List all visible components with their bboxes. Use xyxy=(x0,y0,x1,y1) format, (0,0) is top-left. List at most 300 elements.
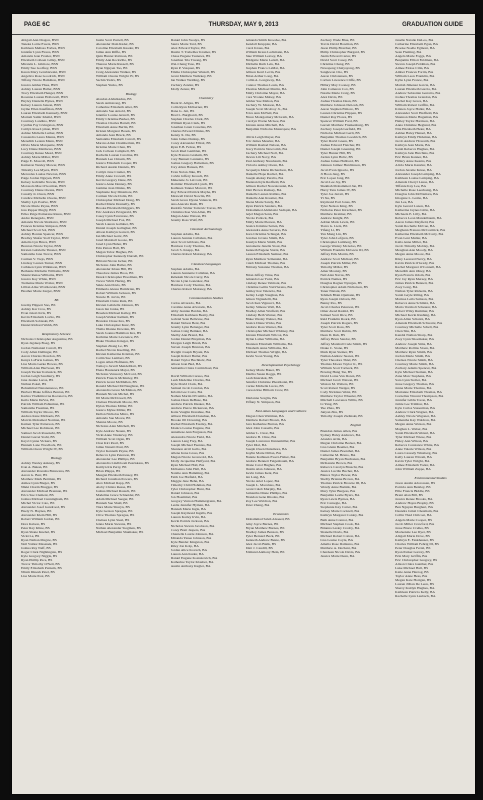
graduate-name: Anne Valerie Wilson, BA xyxy=(395,446,432,451)
graduate-name: Kyle Gerson Sprague, BS xyxy=(95,509,133,514)
graduate-name: Grant Matthew Wehrkey, BS xyxy=(170,74,212,79)
graduate-name: Ashley Lauren Haller, BSN xyxy=(21,86,61,91)
graduate-name: Patrick Francis McKinley, BS xyxy=(95,375,139,380)
graduate-name: Allison Kerri Levin, BA xyxy=(245,70,281,75)
graduate-name: Erin Mary Griffin, BA xyxy=(395,553,428,558)
graduate-name: Deandre Jamal Cheatham, BA xyxy=(395,509,439,514)
graduate-name: Amanda Sue Moore, BS xyxy=(95,416,131,421)
graduate-name: Mariah Jimenez Garcia, BA xyxy=(395,82,435,87)
graduate-name: Beth Anne Connor, BA xyxy=(320,517,354,522)
graduate-name: Catlin Sue Lambert, BS xyxy=(95,355,130,360)
graduate-name: Meaghan Ann Moody, BA xyxy=(395,248,433,253)
graduate-name: Christopher Lumberg, BS xyxy=(320,240,358,245)
name-column xyxy=(395,38,466,790)
graduate-name: Kristen Joyce Haller, BA xyxy=(395,106,431,111)
graduate-name: Aimee Lynn Bieger, BS xyxy=(21,481,55,486)
graduate-name: Rachelle Lynn Laubach, BA xyxy=(395,594,436,599)
graduate-name: Tomoyo Jarvell Mendelblatt, BS xyxy=(95,363,143,368)
graduate-name: Jordan Jerome Kruse, BA xyxy=(395,167,432,172)
graduate-name: Taylor Kenneth Payne, BS xyxy=(95,448,134,453)
graduate-name: Samantha Kay Waldron, BA xyxy=(395,418,436,423)
graduate-name: Michelle Ruth Leis, BA xyxy=(245,62,280,67)
graduate-name: Lauren Elizabeth Kennedy, BSN xyxy=(21,110,68,115)
issue-date: THURSDAY, MAY 9, 2013 xyxy=(208,22,279,28)
graduate-name: Mohammed Abdulaziz Sadiqah, BA xyxy=(245,207,297,212)
graduate-name: George Wesley McAdoo, BS xyxy=(320,244,362,249)
graduate-name: Elizabeth Kathleen Beatty, BA xyxy=(170,313,215,318)
graduate-name: Lauren Lang Frey, BA xyxy=(170,438,203,443)
graduate-name: Ryan Jagdeep Boag, BS xyxy=(21,341,56,346)
spacer xyxy=(171,291,242,295)
graduate-name: Bethanie Michelle Williams, BSN xyxy=(21,268,70,273)
graduate-name: Ryan Nguyen Tao, BS xyxy=(95,66,128,71)
graduate-name: Michael Benjamin Shumaker, BS xyxy=(95,529,144,534)
graduate-name: Amber L. Clear, BA xyxy=(245,430,275,435)
graduate-name: Angela Marie Cooper, BS xyxy=(395,517,433,522)
graduate-name: Molly Jacqueline Halfyard, BA xyxy=(170,458,216,463)
graduate-name: Kylie Lynn France, BA xyxy=(395,78,429,83)
graduate-name: Thomas Moore Taylor Jr., BS xyxy=(320,361,363,366)
graduate-name: Nicholas Michael Gerli, BS xyxy=(320,131,360,136)
graduate-name: Ryan Joseph Osborn, BS xyxy=(320,297,356,301)
graduate-name: Morgan Leigh Brush, BA xyxy=(170,341,208,346)
graduate-name: Matthew Taylor Wheeler, BS xyxy=(320,394,362,399)
graduate-name: Matthew Johnson DeLosh, BS xyxy=(320,102,364,107)
spacer xyxy=(21,327,92,331)
graduate-name: Grant Caleb Murphy, BA xyxy=(245,487,282,492)
graduate-name: Amanda Lee Twist, BA xyxy=(245,276,280,281)
graduate-name: Haley Ann Wilson, BA xyxy=(395,438,429,443)
graduate-name: Daniel Nelson Bent, BA xyxy=(170,321,206,326)
spacer xyxy=(21,451,92,455)
graduate-name: Michael Robert Cotton, BA xyxy=(320,533,360,538)
graduate-name: Chelsea Elizabeth Moore, BS xyxy=(95,400,138,405)
graduate-name: Samantha Diane Phillips, BA xyxy=(245,491,288,496)
graduate-name: Kelsey Marie Cockrell, BA xyxy=(320,509,360,514)
graduate-name: Jacob Ried Gamblen, BS xyxy=(170,149,207,154)
graduate-name: Bradley Shafer Stoll Taylor, BSN xyxy=(21,236,69,241)
graduate-name: Ashley Kar Valencia, BA xyxy=(245,288,282,293)
graduate-name: William Scott Torbeck, BS xyxy=(320,365,359,370)
graduate-name: Stephanie Kay Dinsmore, BS xyxy=(95,189,138,194)
graduate-name: Bowing Hung Tse, BS xyxy=(320,369,353,374)
graduate-name: Michael Thomas Wright, BA xyxy=(245,349,287,354)
graduate-name: Sachin Yadav, BS xyxy=(95,78,122,83)
graduate-name: Andrew Joseph Sims, BA xyxy=(395,341,432,346)
graduate-name: Emmeria Alessa Hambrian, BS xyxy=(95,286,141,291)
graduate-name: Abby Jeannie Bardus, BA xyxy=(170,309,208,314)
graduate-name: Megan Tabor Hughes, BS xyxy=(95,250,133,255)
graduate-name: Tiffanie Kay Lee, BA xyxy=(395,183,427,188)
graduate-name: Ryan E.B. Felton, BS xyxy=(170,145,202,150)
graduate-name: Ashlee Michelle Luther, BSN xyxy=(21,131,64,136)
graduate-name: Carol Kraus, BA xyxy=(245,46,270,51)
graduate-name: Chase Eugene Tsunawa, BS xyxy=(170,54,211,59)
graduate-name: Jacob Miller Crawford, BA xyxy=(395,521,435,526)
graduate-name: Joseph Patrick Rogers, BS xyxy=(320,321,358,326)
graduate-name: Ryan Matthew Szmanski, BA xyxy=(245,256,288,261)
graduate-name: Benjamin Nicholas Muterspaw, BA xyxy=(245,127,297,132)
graduate-name: Weston M. Walters, BS xyxy=(320,381,354,386)
section-title: GRADUATION GUIDE xyxy=(402,22,463,28)
graduate-name: McKenzie Brown, BA xyxy=(320,460,353,465)
graduate-name: Kirsten Gabrielle Tinsner, BSN xyxy=(21,248,66,253)
graduate-name: William Scott Ogan, BS xyxy=(95,436,131,441)
graduate-name: Alexander Lee Phillips, BS xyxy=(95,456,135,461)
graduate-name: Eric Andrews Ertzgerald, BS xyxy=(95,209,137,214)
graduate-name: Kayci Lynne Vickers, BS xyxy=(21,438,57,443)
graduate-name: Peter Zhang, BA xyxy=(245,503,270,508)
graduate-name: Robert William Jordan, BS xyxy=(21,517,60,522)
graduate-name: Matthew Mark Bettman, BS xyxy=(21,477,62,482)
graduate-name: Andrew Clark Wagner, BA xyxy=(395,410,434,415)
graduate-name: Janelle Natalie DeLeo, BA xyxy=(395,38,434,42)
graduate-name: Tory Allen Hansen, BS xyxy=(170,165,204,170)
graduate-name: Daniel Taylor Buchholz, BA xyxy=(170,357,212,362)
graduate-name: Morasola Mae O'Gorman, BSN xyxy=(21,183,66,188)
graduate-name: Elizabeth Anne Berlin, BS xyxy=(95,124,134,129)
graduate-name: Tyler Hunter Hill, BS xyxy=(320,151,352,156)
graduate-name: Kenny X. Du, BS xyxy=(170,133,196,138)
graduate-name: Megan Chen Wattman, BA xyxy=(245,414,284,419)
graduate-name: Cassandra Laura Manns, BSN xyxy=(21,135,64,140)
graduate-name: Ashley Wesley Ankney, BS xyxy=(21,460,61,465)
graduate-name: Tyler Dial, BA xyxy=(245,442,267,447)
graduate-name: Joseph Tucker Kobasick, BS xyxy=(21,369,62,374)
graduate-name: Yan Mang Lin, BS xyxy=(320,232,347,237)
graduate-name: Dane G. Jett, BS xyxy=(170,108,195,113)
graduate-name: Nita Elizabeth Heier, BA xyxy=(395,127,431,132)
name-column xyxy=(246,38,317,790)
graduate-name: Maxwell David Nowlin, BS xyxy=(170,193,211,198)
graduate-name: Nicholas John Haller, BS xyxy=(95,262,132,267)
graduate-name: Hannah Lee Chisam, BS xyxy=(95,157,131,162)
graduate-name: Sarah Rebecca Hughes, BA xyxy=(395,147,435,152)
graduate-name: Timothy Miller, BS xyxy=(320,264,349,269)
graduate-name: Bohammad Nanananesoo, BS xyxy=(21,385,64,390)
graduate-name: Kyle Gerard Lonon, BA xyxy=(395,203,430,208)
graduate-name: Aaron James Mayfield, BA xyxy=(395,220,435,225)
graduate-name: William Owens Wright IV, BS xyxy=(95,74,140,79)
graduate-name: Daniel Ray Flores, BS xyxy=(320,114,353,119)
graduate-name: James Patrick Bennett, BA xyxy=(395,280,434,285)
graduate-name: Ronald Michael McNaughton, BS xyxy=(95,383,145,388)
graduate-name: Kristin Lee Costa, BA xyxy=(170,389,203,394)
graduate-name: Dustin T. Trebelhor Kramer, BS xyxy=(170,50,217,55)
graduate-name: Nikki Charm Brugger, BS xyxy=(21,485,59,490)
graduate-name: Aimee Elizabeth Yoder, BA xyxy=(395,462,435,467)
graduate-name: Monica Louise Eugene, BA xyxy=(170,426,211,431)
graduate-name: Jacob Ken Vignucci, BA xyxy=(245,301,281,306)
graduate-name: Blake Thomas Krieger, BS xyxy=(95,339,135,344)
graduate-name: Emily Christine Mayer, BA xyxy=(245,90,285,95)
graduate-name: Jessica Kay White, BSN xyxy=(21,276,56,281)
section-heading: Classical Archaeology xyxy=(190,227,223,232)
graduate-name: Megan Kate Horigan, BS xyxy=(395,578,432,583)
graduate-name: Timothy Child Hohman, BA xyxy=(170,483,212,488)
graduate-name: Makenzie Jo LaCroix, BS xyxy=(170,177,208,182)
graduate-name: Neil Alan Navas, BS xyxy=(320,272,350,277)
graduate-name: Tiffany N. Simpson, BA xyxy=(245,400,281,405)
graduate-name: Stephen Zhang Le, BS xyxy=(95,343,128,348)
graduate-name: Jennifer Lynn Flores, BSN xyxy=(21,50,60,55)
graduate-name: Joseph Walker Kellum, BS xyxy=(95,315,135,320)
graduate-name: Jess Pepper Pingly, BSN xyxy=(21,207,57,212)
graduate-name: Joseph Michael Fuentes, BA xyxy=(170,442,212,447)
graduate-name: Clive Thomas Sprague, BS xyxy=(95,513,135,518)
graduate-name: Michel Victor Cato, BS xyxy=(21,501,55,506)
graduate-name: Ryan Michael Hall, BA xyxy=(170,462,205,467)
graduate-name: Michael Scott Sol, BSN xyxy=(21,228,56,233)
graduate-name: Marvin Mohamed Norman, BS xyxy=(21,418,66,423)
graduate-name: Nicole Pollock, BA xyxy=(245,216,274,221)
graduate-name: Kyle Andrew Neuen, BS xyxy=(95,428,132,433)
graduate-name: Lindsay Beth Warner, BA xyxy=(245,313,283,318)
graduate-name: Emily Marie Pierson, BA xyxy=(245,220,282,225)
graduate-name: Jasmine Jean Dinius, BS xyxy=(95,185,131,190)
graduate-name: Yifeng Li, BS xyxy=(320,228,341,233)
graduate-name: Kathryn Emily Hickman, BA xyxy=(395,135,437,140)
graduate-name: Courtney Michelle Schell, BA xyxy=(395,325,439,330)
spacer xyxy=(395,471,466,475)
graduate-name: Jenna Marie Thomas, BA xyxy=(395,386,432,391)
graduate-name: Zachary Adams Spencer, BA xyxy=(395,365,437,370)
graduate-name: Erica Sue Clement, BS xyxy=(21,493,54,498)
graduate-name: Michael Kevin Rushing, BA xyxy=(395,313,436,318)
graduate-name: Rachel Nicole Kuelling, BS xyxy=(95,347,136,352)
graduate-name: William Robert Griffin, BA xyxy=(395,102,435,107)
graduate-name: Junyan Zhu, BS xyxy=(320,410,344,415)
graduate-name: Daniel Richard Wehh, BS xyxy=(21,323,58,328)
graduate-name: Harry Tutu James IV, BS xyxy=(320,187,356,192)
graduate-name: Tracy Elizabeth Hengel, BSN xyxy=(21,90,64,95)
graduate-name: Dora Kalson, BS xyxy=(21,521,46,526)
graduate-name: Joseph Owen Dunsmore, BA xyxy=(245,446,287,451)
graduate-name: Zoey Lynn Shoemaker, BA xyxy=(395,337,435,342)
graduate-name: Brendan James Allen, BA xyxy=(320,428,358,433)
graduate-name: Arjel Megan Senn, BA xyxy=(245,212,279,217)
graduate-name: Lisa Maria Gerke Howes, BS xyxy=(21,361,63,366)
graduate-name: Catherine Elizabeth Egan, BA xyxy=(395,42,439,47)
graduate-name: Jessica Lucille Bucher, BA xyxy=(320,468,359,473)
graduate-name: Stephen Adams, BA xyxy=(170,232,200,237)
graduate-name: Rebecca Leon Mandelbaum, BA xyxy=(395,216,442,221)
graduate-name: Ian Walker Welding, BS xyxy=(170,78,206,83)
graduate-name: Cary Bennett Lannutta, BS xyxy=(170,157,210,162)
graduate-name: Kevin Patrick O'Grady, BA xyxy=(395,260,435,265)
graduate-name: Kenneth Eugene Sturtz, BA xyxy=(245,248,286,253)
section-heading: Economics xyxy=(273,512,289,517)
graduate-name: Maggie Jane Hehn, BA xyxy=(170,479,204,484)
graduate-name: Shelby Brianne Brown, BA xyxy=(320,477,360,482)
graduate-name: Megan Christine Becker, BA xyxy=(320,440,362,445)
spacer xyxy=(320,418,391,422)
graduate-name: Eric Lopez Jang, BS xyxy=(320,175,350,180)
spacer xyxy=(21,293,92,297)
graduate-name: Philip Christopher Burgard, BS xyxy=(320,50,365,55)
graduate-name: Garrett Matthew Frankenburg, BS xyxy=(320,122,369,127)
graduate-name: Li Yang, BS xyxy=(320,402,338,407)
graduate-name: Tiarra G. Lietz, BS xyxy=(320,224,348,229)
graduate-name: Miranda L. Gilmore, BSN xyxy=(21,62,59,67)
graduate-name: Zachary Michael Noll, BA xyxy=(245,151,284,156)
graduate-name: Michael Stephen Cook, BA xyxy=(320,521,360,526)
graduate-name: Megan Anne Watson, BS xyxy=(170,214,207,219)
graduate-name: Benny Pao, BS xyxy=(320,301,342,306)
graduate-name: Kaylin Marie Dillon, BA xyxy=(245,450,282,455)
graduate-name: Alexander Ravesha Balawana, BS xyxy=(21,468,70,473)
graduate-name: Sara Lynn Stoller, BA xyxy=(395,377,427,382)
graduate-name: Keila Marie DeVos, BS xyxy=(21,398,55,403)
graduate-name: Brittani Nicole Ischer, BS xyxy=(95,258,133,263)
graduate-name: Caitlyn Rose Lyman, BSN xyxy=(21,127,59,132)
graduate-name: Emily Anne Crowell, BS xyxy=(95,173,132,178)
newspaper-page xyxy=(12,14,475,794)
graduate-name: Michelle Rose Leerhonig, BA xyxy=(395,187,438,192)
graduate-name: Jacob S. Knapp, BA xyxy=(170,248,200,253)
graduate-name: Leah Madeline Charles, BA xyxy=(170,377,211,382)
graduate-name: Chardeen Nicole Davis, BA xyxy=(320,549,361,554)
graduate-name: Andrew Knight, BS xyxy=(320,216,349,221)
graduate-name: Elizabeth Claire Ruiz, BS xyxy=(95,299,133,303)
graduate-name: Corey Brett Jaspers, BA xyxy=(170,527,206,532)
graduate-name: Alex Scott Gibbons, BA xyxy=(170,240,206,245)
graduate-name: Stephen Charles Clark, BS xyxy=(170,116,209,121)
graduate-name: Ryan Allan Schantz, BA xyxy=(395,317,430,322)
graduate-name: Mark Ryan Steiner, BS xyxy=(320,349,354,354)
graduate-name: Rebecca Carolyn Bruschi, BA xyxy=(320,464,364,469)
graduate-name: Nancie H. Jervis, BS xyxy=(95,294,126,299)
graduate-name: Hillary Anne Kearns, BA xyxy=(395,159,432,164)
graduate-name: Cody Nicklaus Weist, BS xyxy=(320,390,357,395)
graduate-name: Alex Davis, BS xyxy=(320,94,343,99)
graduate-name: Jamie Nanetti Paul, BS xyxy=(95,444,129,449)
graduate-name: Courtney Renee Mead, BSN xyxy=(21,151,62,156)
graduate-name: Sarah Rochelle McCue, BA xyxy=(395,224,435,229)
graduate-name: Brooke Noelle Egmont, BA xyxy=(395,46,435,51)
graduate-name: Eric Jay Ryan Mersey, BA xyxy=(395,276,433,281)
graduate-name: Amy Joyce Barnes, BS xyxy=(245,521,279,526)
graduate-name: Rudolfo Walter Tomovic Torres, BS xyxy=(170,205,222,210)
graduate-name: Jeffrey Marshall Cade Smith, BS xyxy=(320,341,368,346)
graduate-name: Jennifer Louise Avarell, BS xyxy=(95,112,135,117)
graduate-name: Aaron Charles Dowdon, BS xyxy=(21,353,61,358)
graduate-name: Alexander Klaus Hill, BS xyxy=(95,266,133,271)
graduate-name: Nathan Andrew Suarez, BS xyxy=(320,353,360,358)
graduate-name: Joshua Thomas Grandon, BA xyxy=(395,94,438,99)
graduate-name: Jeremy Lynn Belanger, BA xyxy=(170,325,210,330)
graduate-name: Samantha Jane Trevor, BSN xyxy=(21,252,62,257)
graduate-name: Nilam Dinesh Patel, BS xyxy=(21,570,55,575)
graduate-name: Wendy Anne Budzik, BA xyxy=(320,485,357,490)
graduate-name: Nathan Pokal, BS xyxy=(21,381,47,386)
graduate-name: Harrison Cody Thomas, BA xyxy=(170,282,211,287)
graduate-name: Nicole Marie Payne, BSN xyxy=(21,203,59,208)
graduate-name: Calvin Jeffery Krouch, BS xyxy=(170,173,209,178)
graduate-name: Victoria Ashley Owen, BA xyxy=(245,163,284,168)
graduate-name: Katie Vaughn Donahue, BA xyxy=(170,410,211,415)
graduate-name: Lisa Louise Coyle, BA xyxy=(320,537,354,542)
graduate-name: Daniel John Swaiya, BS xyxy=(170,38,206,42)
graduate-name: Jordan Lynn Holtz, BS xyxy=(320,155,353,160)
graduate-name: Faith Joe Hatfield, BA xyxy=(170,474,203,479)
graduate-name: Meagan Elizabeth Pansey, BS xyxy=(95,473,139,478)
graduate-name: Caroline Anne Alvarado, BA xyxy=(170,305,212,309)
graduate-name: John Cameron Cox, BS xyxy=(320,86,354,91)
graduate-name: Lisa Glenn Beemer, BA xyxy=(320,444,355,449)
section-heading: East Asian Languages and Cultures xyxy=(255,409,307,414)
graduate-name: Bradley Allen Warfield, BA xyxy=(245,309,286,314)
graduate-name: Daniel James Boenthal, BA xyxy=(320,448,360,453)
graduate-name: Mitchell Lawrence Willis, BS xyxy=(320,398,363,403)
graduate-name: Eric Carnegie, BA xyxy=(320,501,347,506)
graduate-name: Alexandra Anne Saverio, BA xyxy=(245,228,288,233)
graduate-name: Andrew B. Cline, BA xyxy=(245,434,277,439)
spacer xyxy=(246,404,317,408)
graduate-name: Devan Lili Novy, BA xyxy=(245,155,277,160)
graduate-name: Allena Irene Gross, BA xyxy=(170,450,205,455)
graduate-name: Justin Edward Carter, BS xyxy=(320,54,357,59)
graduate-name: Eric Christopher Gregory, BS xyxy=(395,558,438,562)
graduate-name: Scott Robert Weiger, BS xyxy=(320,386,356,391)
graduate-name: Matthew Kraimer, BS xyxy=(320,212,352,217)
graduate-name: Craig Alexander Walker, BS xyxy=(95,70,137,75)
graduate-name: Joshua Michael Cunningham, BS xyxy=(21,497,69,502)
graduate-name: Catherine Elizabeth Alter, BS xyxy=(95,104,138,109)
graduate-name: Shelby Ann Brand, BA xyxy=(170,333,204,338)
graduate-name: Nathan Tyler Ricketts, BA xyxy=(395,288,433,293)
graduate-name: Paige Jordan Nguyen, BSN xyxy=(21,175,61,180)
graduate-name: Tremaine Marie Wolter, BSN xyxy=(21,280,63,285)
graduate-name: Lisa Marie Post, BS xyxy=(21,574,50,579)
graduate-name: Luke Christopher Kurz, BS xyxy=(95,323,135,328)
graduate-name: Lauren Elizabeth Garcia, BA xyxy=(395,86,437,91)
graduate-name: David Lorne Van Doren, BS xyxy=(320,373,361,378)
graduate-name: Aaron Stephen Elmore, BS xyxy=(320,106,359,111)
graduate-name: Kyle Bender Kingston, BA xyxy=(170,539,210,544)
graduate-name: Kyle Michael Stemen, BA xyxy=(395,369,433,374)
graduate-name: Rachel Elizabeth Eastley, BA xyxy=(170,422,213,427)
graduate-name: Justin Scott Purtell, BS xyxy=(95,38,129,42)
graduate-name: Lauren Ann Kuder, BA xyxy=(170,551,204,556)
graduate-name: Kirsten Katherine Kristian, BS xyxy=(95,351,140,356)
graduate-name: Kelsey Gabrielle Nowak, BSN xyxy=(21,179,65,184)
graduate-name: Maghan L. Weber, BA xyxy=(395,426,428,431)
graduate-name: Martha Susan Rogge, BS xyxy=(245,371,282,376)
graduate-name: Charles Edward Dinius, BS xyxy=(170,129,210,134)
graduate-name: Meredith Ann Olney, BA xyxy=(395,268,431,273)
graduate-name: Roger Clark Nightingale, BS xyxy=(21,549,63,554)
graduate-name: Kaila Anne Miller, BA xyxy=(395,240,428,245)
graduate-name: Tiara Marie Shuryn, BS xyxy=(95,505,130,510)
graduate-name: Amanda Nicole Shabiarra, BSN xyxy=(21,220,67,225)
graduate-name: Brian Phipps, BS xyxy=(95,468,121,473)
graduate-name: Rosanne Lauren Hollowell, BSN xyxy=(21,94,68,99)
graduate-name: Matthew Ryan Smith, BA xyxy=(395,349,433,354)
graduate-name: Johnson Jaimez Hutchinson, BS xyxy=(320,163,367,168)
graduate-name: Samuel Jacob Condon, BA xyxy=(170,385,210,390)
graduate-name: Elizabeth Anna Williams, BA xyxy=(245,345,288,350)
graduate-name: Charles William Fehrig III, BS xyxy=(395,541,439,546)
graduate-name: Nicholas Vanwerry McCord, BS xyxy=(95,371,142,376)
spacer xyxy=(246,507,317,511)
graduate-name: Shena Marie Sandy, BA xyxy=(245,199,280,204)
graduate-name: Sangkwon Cho, BS xyxy=(320,70,349,75)
graduate-name: Yue Zhao, BS xyxy=(320,406,341,411)
graduate-name: Courtney Marie Smith, BA xyxy=(395,361,434,366)
graduate-name: Derek Christopher Hoodman, BS xyxy=(95,274,144,279)
graduate-name: Kaitlyn Iris Perry, BS xyxy=(95,464,127,469)
